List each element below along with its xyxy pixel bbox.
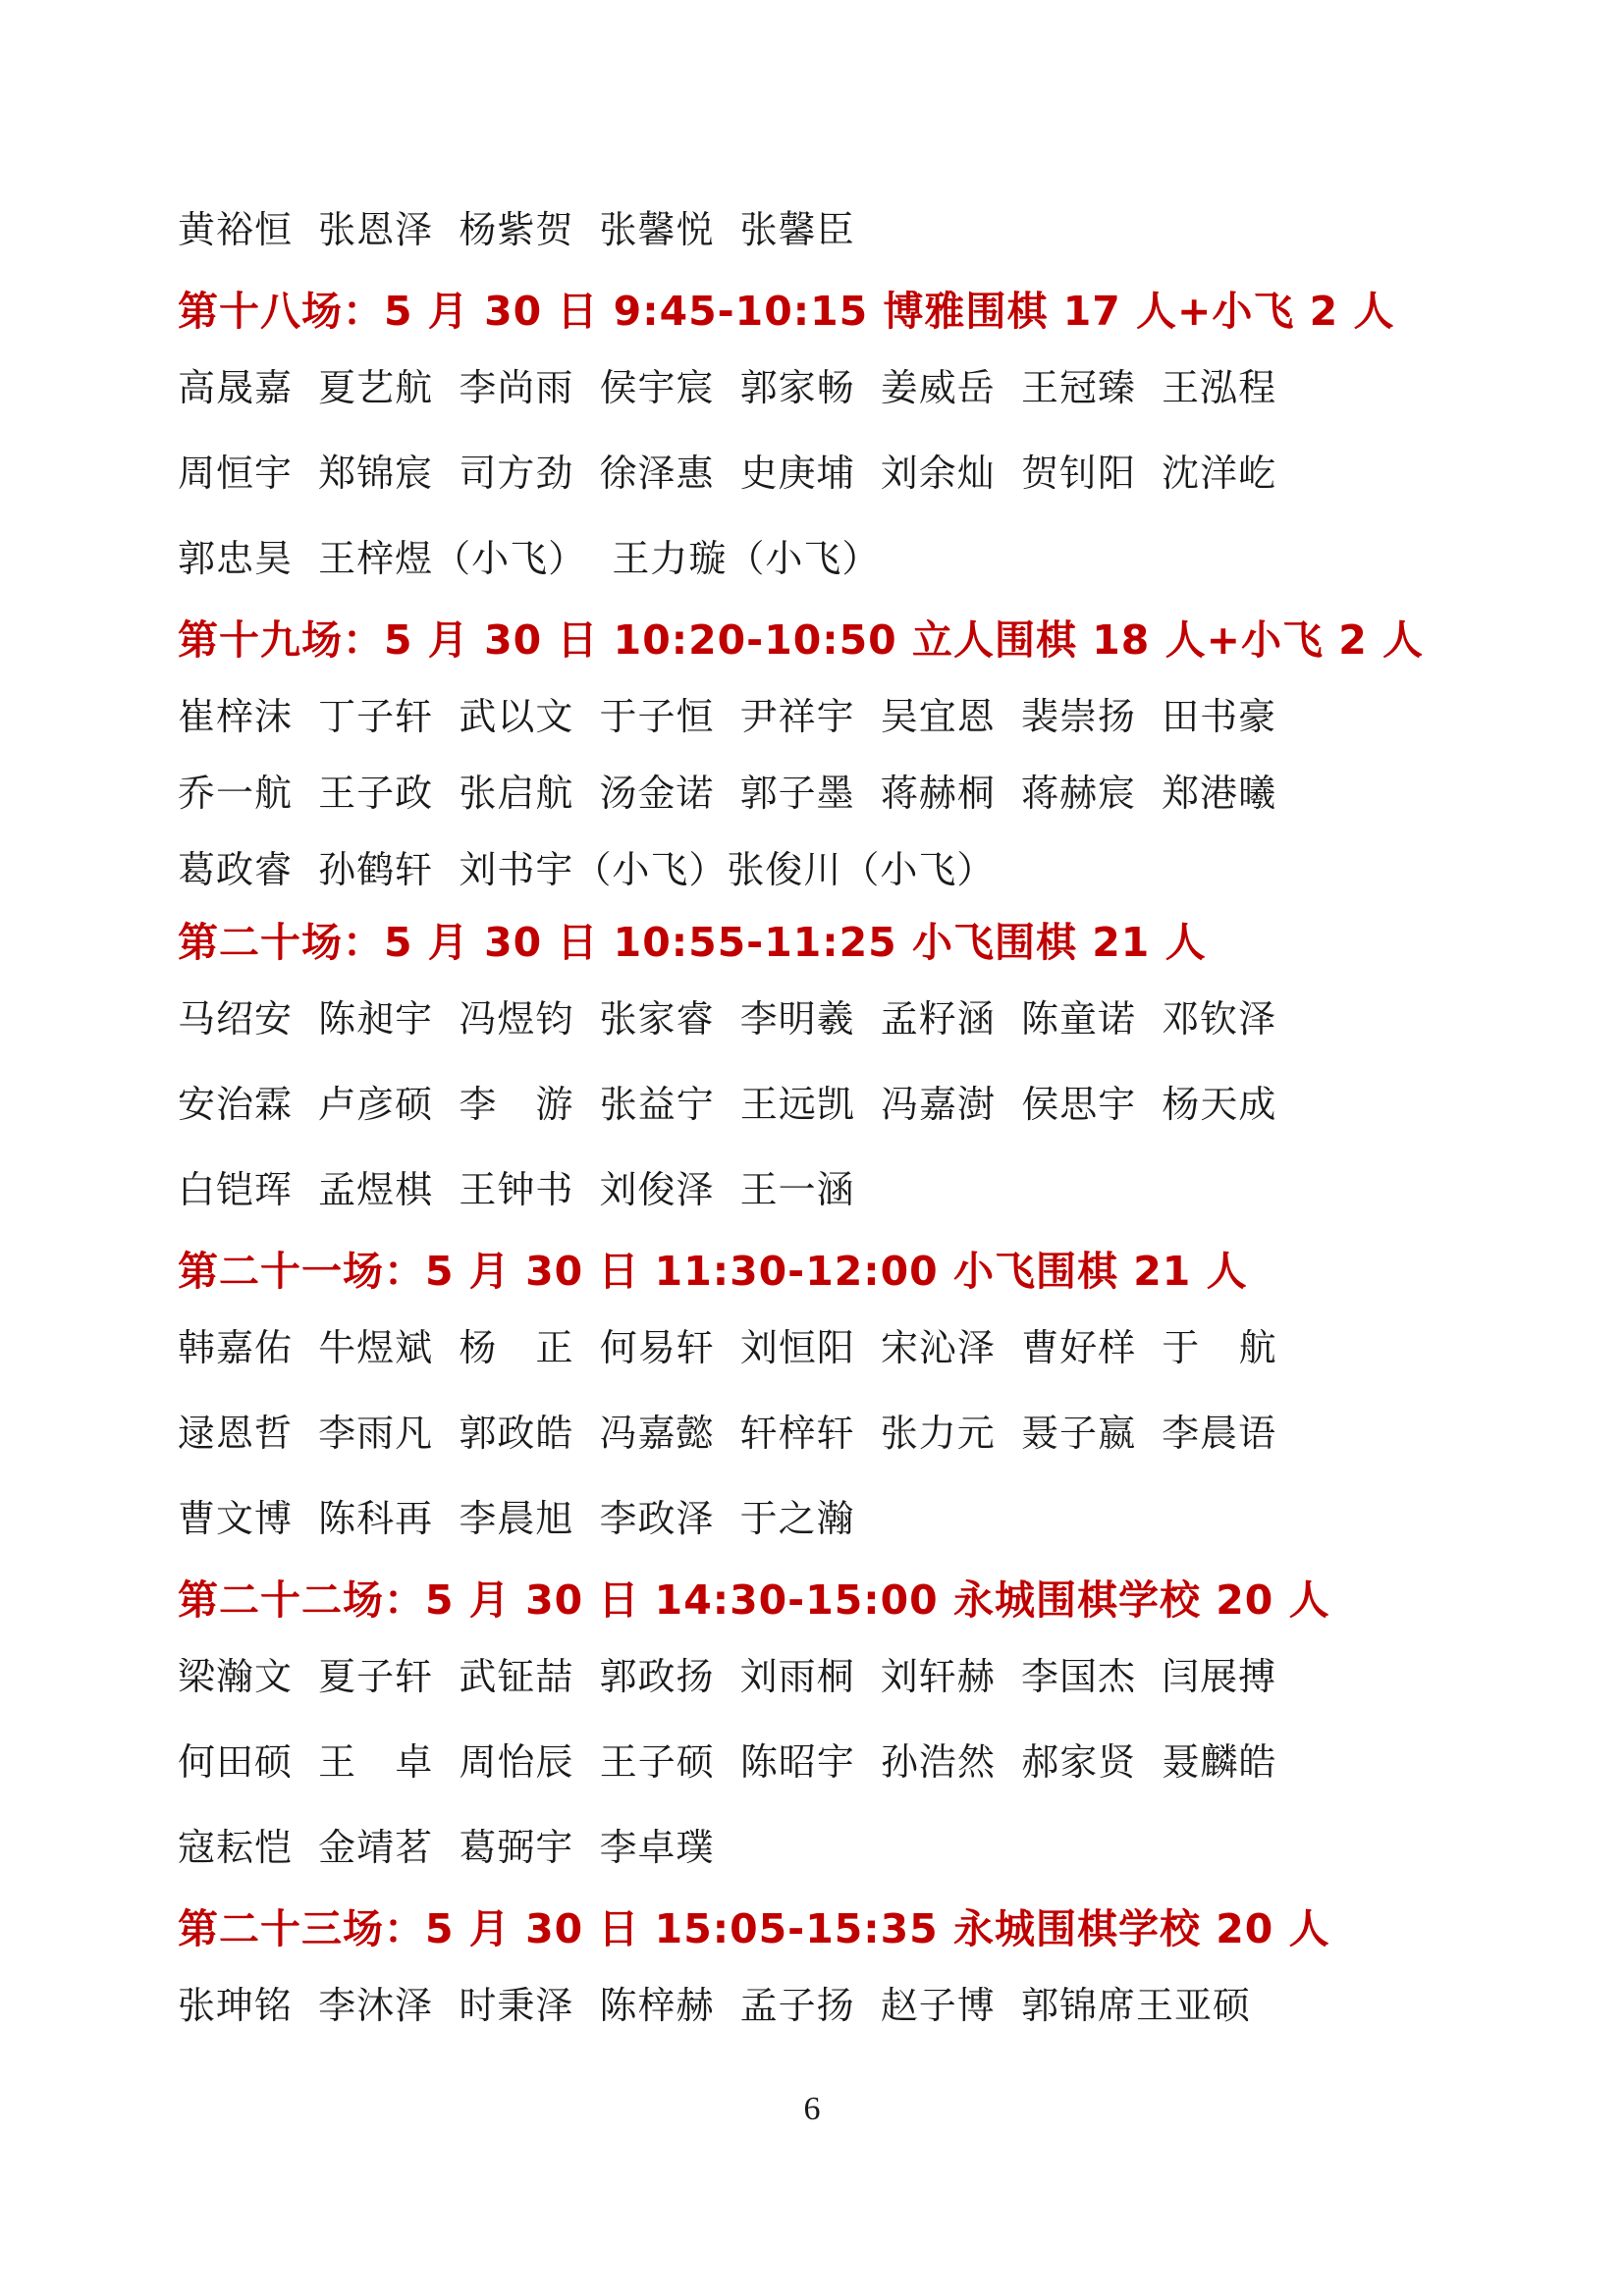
name-list-line: 寇耘恺 金靖茗 葛弼宇 李卓璞 [178, 1826, 715, 1869]
session-heading: 第二十二场：5 月 30 日 14:30-15:00 永城围棋学校 20 人 [178, 1576, 1330, 1624]
name-list-line: 何田硕 王 卓 周怡辰 王子硕 陈昭宇 孙浩然 郝家贤 聂麟皓 [178, 1740, 1277, 1784]
session-heading: 第十九场：5 月 30 日 10:20-10:50 立人围棋 18 人+小飞 2 人 [178, 616, 1425, 664]
name-list-line: 逯恩哲 李雨凡 郭政皓 冯嘉懿 轩梓轩 张力元 聂子嬴 李晨语 [178, 1412, 1277, 1455]
name-list-line: 马绍安 陈昶宇 冯煜钧 张家睿 李明羲 孟籽涵 陈童诺 邓钦泽 [178, 997, 1277, 1041]
document-body [178, 206, 1503, 2029]
page-number: 6 [803, 2091, 821, 2127]
session-heading: 第二十三场：5 月 30 日 15:05-15:35 永城围棋学校 20 人 [178, 1905, 1330, 1952]
name-list-line: 高晟嘉 夏艺航 李尚雨 侯宇宸 郭家畅 姜威岳 王冠臻 王泓程 [178, 366, 1277, 409]
name-list-line: 黄裕恒 张恩泽 杨紫贺 张馨悦 张馨臣 [178, 208, 855, 251]
name-list-line: 白铠珲 孟煜棋 王钟书 刘俊泽 王一涵 [178, 1168, 855, 1211]
session-heading: 第二十场：5 月 30 日 10:55-11:25 小飞围棋 21 人 [178, 919, 1207, 966]
name-list-line: 郭忠昊 王梓煜（小飞） 王力璇（小飞） [178, 537, 881, 580]
name-list-line: 韩嘉佑 牛煜斌 杨 正 何易轩 刘恒阳 宋沁泽 曹好样 于 航 [178, 1326, 1277, 1369]
name-list-line: 葛政睿 孙鹤轩 刘书宇（小飞）张俊川（小飞） [178, 848, 996, 891]
session-heading: 第十八场：5 月 30 日 9:45-10:15 博雅围棋 17 人+小飞 2 人 [178, 288, 1395, 335]
name-list-line: 张珅铭 李沐泽 时秉泽 陈梓赫 孟子扬 赵子博 郭锦席王亚硕 [178, 1984, 1251, 2027]
name-list-line: 安治霖 卢彦硕 李 游 张益宁 王远凯 冯嘉澍 侯思宇 杨天成 [178, 1083, 1277, 1126]
name-list-line: 周恒宇 郑锦宸 司方劲 徐泽惠 史庚埔 刘余灿 贺钊阳 沈洋屹 [178, 452, 1277, 495]
name-list-line: 曹文博 陈科再 李晨旭 李政泽 于之瀚 [178, 1497, 855, 1540]
name-list-line: 崔梓沫 丁子轩 武以文 于子恒 尹祥宇 吴宜恩 裴崇扬 田书豪 [178, 695, 1277, 738]
name-list-line: 乔一航 王子政 张启航 汤金诺 郭子墨 蒋赫桐 蒋赫宸 郑港曦 [178, 772, 1277, 815]
session-heading: 第二十一场：5 月 30 日 11:30-12:00 小飞围棋 21 人 [178, 1248, 1248, 1295]
name-list-line: 梁瀚文 夏子轩 武钲喆 郭政扬 刘雨桐 刘轩赫 李国杰 闫展搏 [178, 1655, 1277, 1698]
